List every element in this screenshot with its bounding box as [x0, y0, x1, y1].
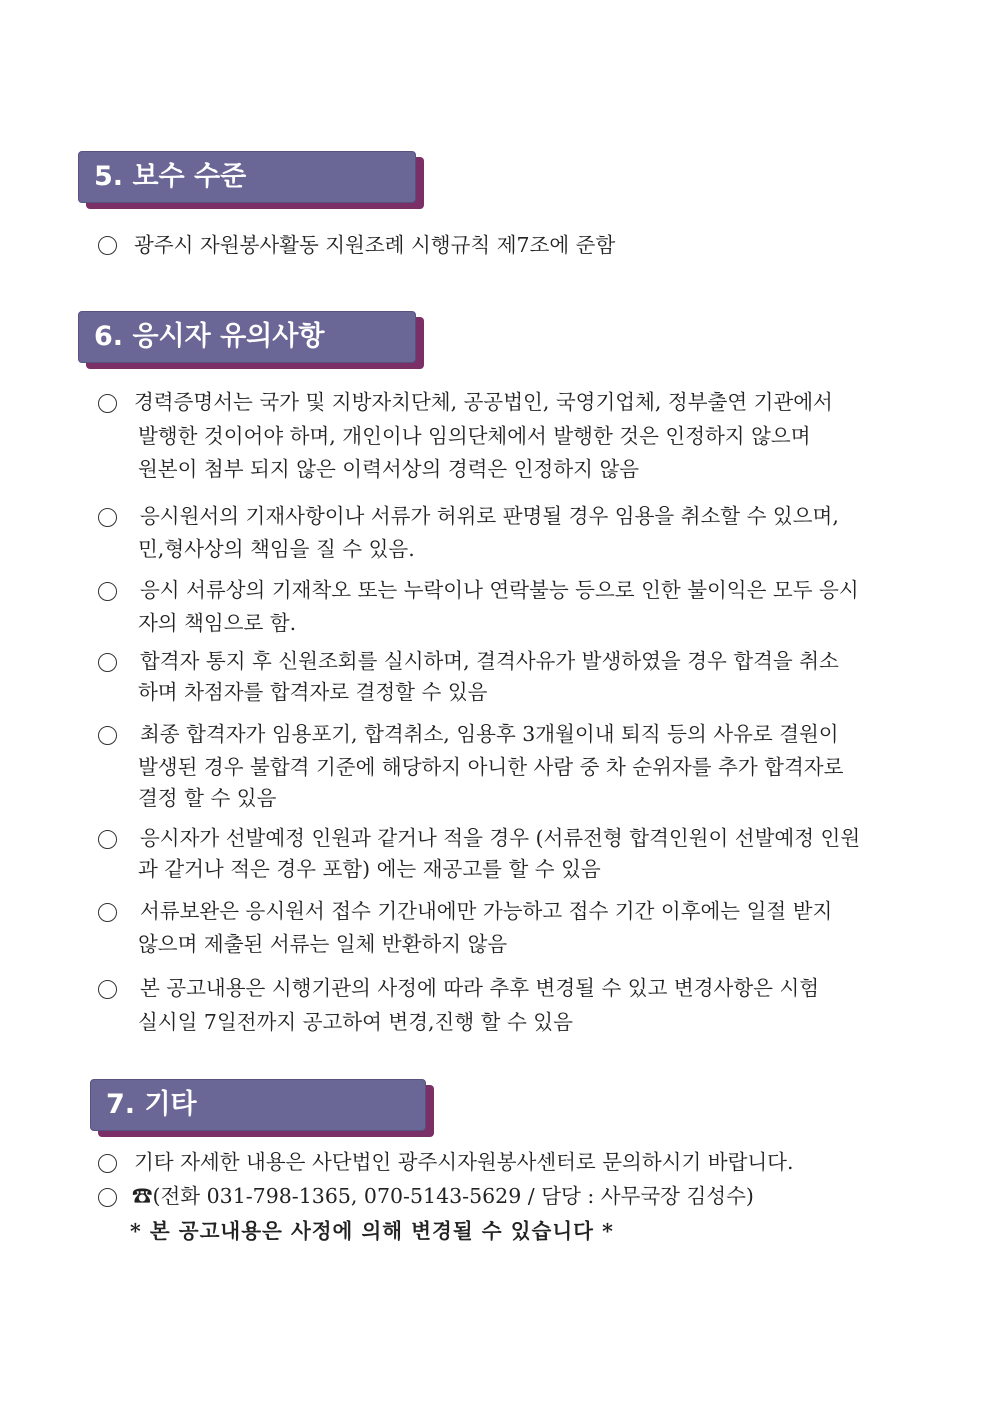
circle-bullet-icon — [98, 980, 117, 999]
item-line: 하며 차점자를 합격자로 결정할 수 있음 — [138, 680, 488, 704]
circle-bullet-icon — [98, 1188, 117, 1207]
item-line: 과 같거나 적은 경우 포함) 에는 재공고를 할 수 있음 — [138, 857, 601, 881]
circle-bullet-icon — [98, 394, 117, 413]
item-line: 합격자 통지 후 신원조회를 실시하며, 결격사유가 발생하였을 경우 합격을 취소 — [140, 649, 839, 673]
circle-bullet-icon — [98, 726, 117, 745]
item-line: 기타 자세한 내용은 사단법인 광주시자원봉사센터로 문의하시기 바랍니다. — [134, 1150, 794, 1174]
change-notice: * 본 공고내용은 사정에 의해 변경될 수 있습니다 * — [130, 1219, 614, 1243]
section-5-title: 5. 보수 수준 — [94, 161, 247, 192]
circle-bullet-icon — [98, 1154, 117, 1173]
item-line: 본 공고내용은 시행기관의 사정에 따라 추후 변경될 수 있고 변경사항은 시험 — [140, 976, 820, 1000]
circle-bullet-icon — [98, 236, 117, 255]
circle-bullet-icon — [98, 903, 117, 922]
section-7-title: 7. 기타 — [106, 1089, 197, 1120]
section-6-title: 6. 응시자 유의사항 — [94, 321, 325, 352]
contact-line: ☎(전화 031-798-1365, 070-5143-5629 / 담당 : 사무국장 김성수) — [132, 1184, 754, 1208]
item-line: 발생된 경우 불합격 기준에 해당하지 아니한 사람 중 차 순위자를 추가 합격자로 — [138, 755, 844, 779]
item-line: 최종 합격자가 임용포기, 합격취소, 임용후 3개월이내 퇴직 등의 사유로 결원이 — [140, 722, 839, 746]
item-line: 발행한 것이어야 하며, 개인이나 임의단체에서 발행한 것은 인정하지 않으며 — [138, 424, 811, 448]
item-line: 서류보완은 응시원서 접수 기간내에만 가능하고 접수 기간 이후에는 일절 받지 — [140, 899, 833, 923]
circle-bullet-icon — [98, 582, 117, 601]
item-line: 자의 책임으로 함. — [138, 611, 297, 635]
section-7-header — [90, 1079, 426, 1131]
item-line: 경력증명서는 국가 및 지방자치단체, 공공법인, 국영기업체, 정부출연 기관에서 — [134, 390, 833, 414]
item-line: 실시일 7일전까지 공고하여 변경,진행 할 수 있음 — [138, 1010, 573, 1034]
item-line: 응시원서의 기재사항이나 서류가 허위로 판명될 경우 임용을 취소할 수 있으며, — [140, 504, 839, 528]
section-6-header — [78, 311, 416, 363]
circle-bullet-icon — [98, 830, 117, 849]
item-line: 결정 할 수 있음 — [138, 786, 277, 810]
item-line: 응시 서류상의 기재착오 또는 누락이나 연락불능 등으로 인한 불이익은 모두 응시 — [140, 578, 859, 602]
circle-bullet-icon — [98, 653, 117, 672]
item-line: 응시자가 선발예정 인원과 같거나 적을 경우 (서류전형 합격인원이 선발예정 인원 — [140, 826, 861, 850]
item-line: 민,형사상의 책임을 질 수 있음. — [138, 537, 415, 561]
item-line: 광주시 자원봉사활동 지원조례 시행규칙 제7조에 준함 — [134, 233, 616, 257]
item-line: 않으며 제출된 서류는 일체 반환하지 않음 — [138, 932, 508, 956]
item-line: 원본이 첨부 되지 않은 이력서상의 경력은 인정하지 않음 — [138, 457, 640, 481]
circle-bullet-icon — [98, 508, 117, 527]
section-5-header — [78, 151, 416, 203]
